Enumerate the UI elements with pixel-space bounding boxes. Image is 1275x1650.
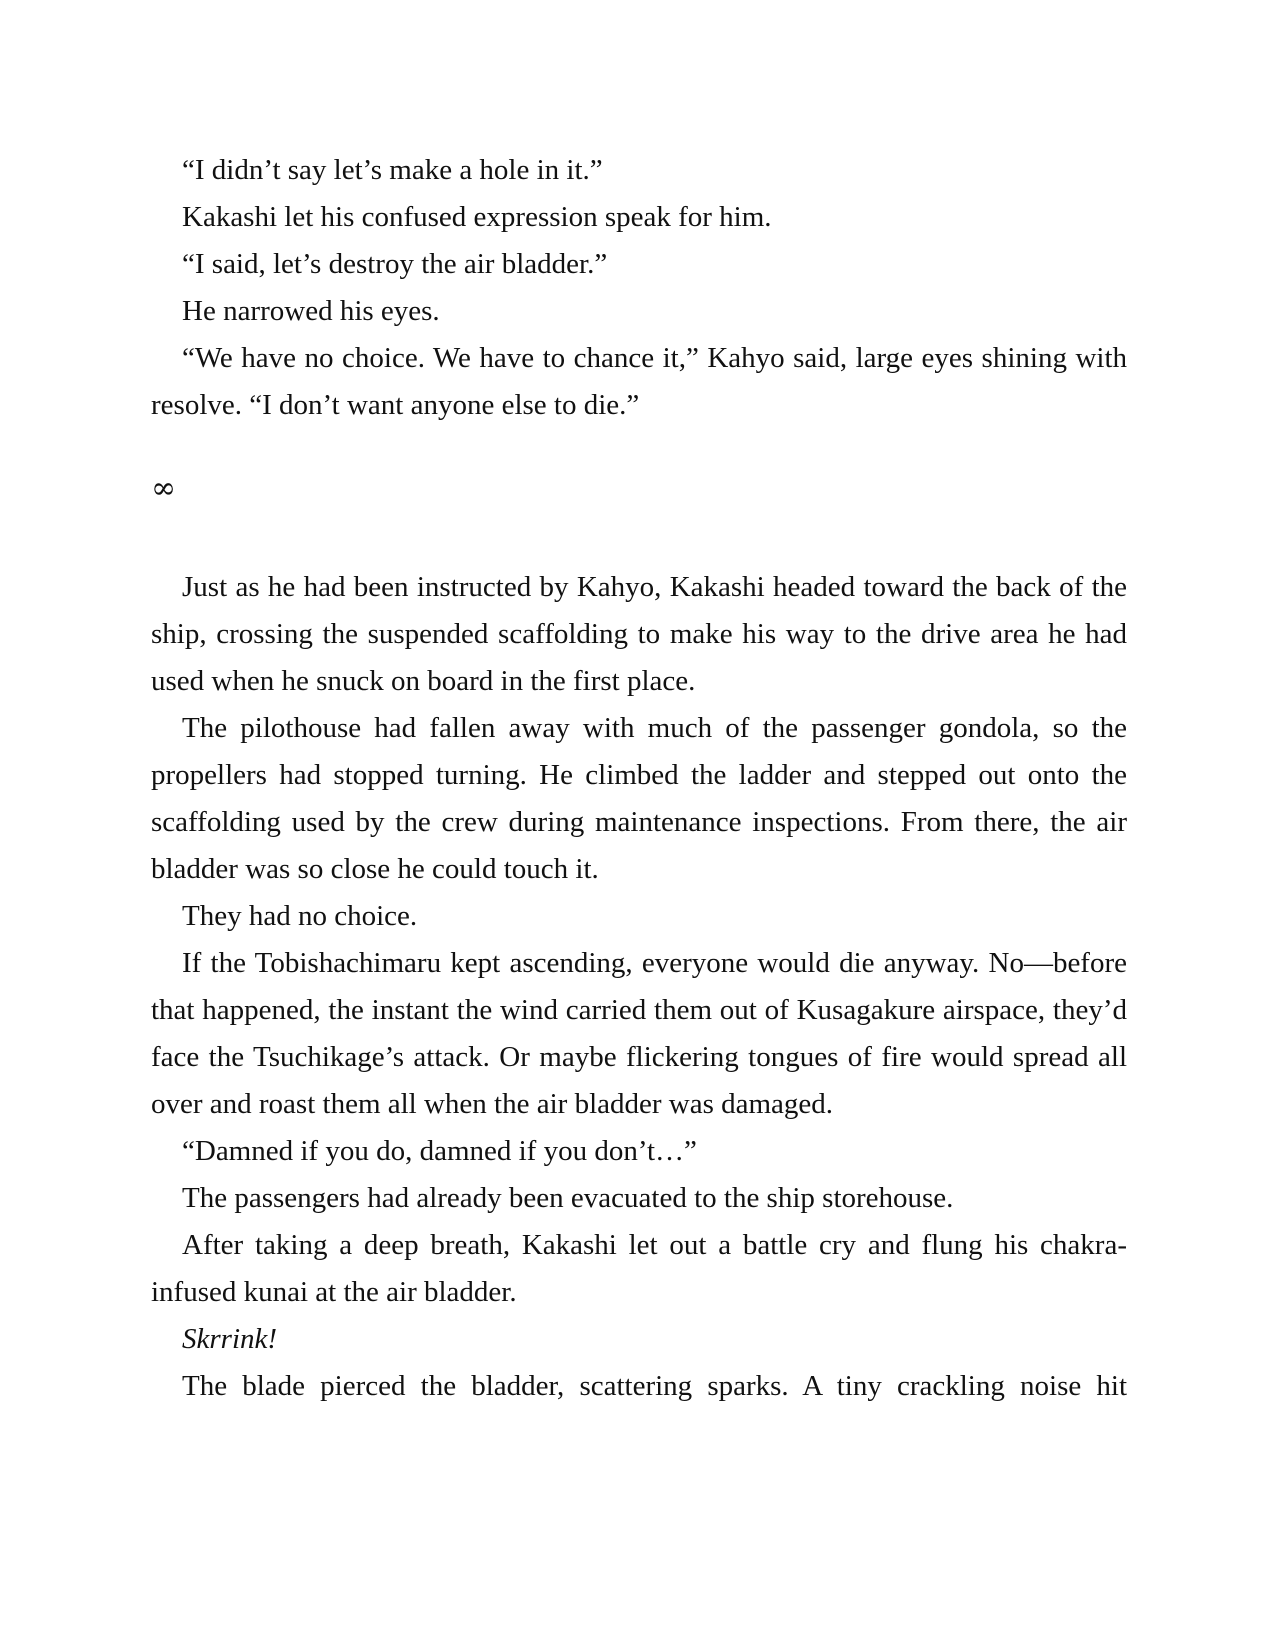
paragraph: The blade pierced the bladder, scattering sparks. A tiny crackling noise hit [182,1370,1127,1402]
paragraph: After taking a deep breath, Kakashi let out a battle cry and flung his chakra-infused kunai at the air bladder. [151,1229,1127,1308]
scene-break-infinity: ∞ [151,471,176,506]
paragraph: “We have no choice. We have to chance it,” Kahyo said, large eyes shining with resolve. “I don’t want anyone else to die.” [151,342,1127,421]
book-page [151,147,1127,1410]
paragraph: The pilothouse had fallen away with much of the passenger gondola, so the propellers had stopped turning. He climbed the ladder and stepped out onto the scaffolding used by the crew during maintenance inspections. From there, the air bladder was so close he could touch it. [151,712,1127,885]
sound-effect: Skrrink! [182,1323,278,1355]
paragraph: He narrowed his eyes. [182,295,440,327]
paragraph: “I said, let’s destroy the air bladder.” [182,248,608,280]
paragraph: Just as he had been instructed by Kahyo, Kakashi headed toward the back of the ship, crossing the suspended scaffolding to make his way to the drive area he had used when he snuck on board in the first place. [151,571,1127,697]
paragraph: “Damned if you do, damned if you don’t…” [182,1135,697,1167]
paragraph: “I didn’t say let’s make a hole in it.” [182,154,603,186]
paragraph: They had no choice. [182,900,418,932]
paragraph: Kakashi let his confused expression speak for him. [182,201,772,233]
paragraph: If the Tobishachimaru kept ascending, everyone would die anyway. No—before that happened, the instant the wind carried them out of Kusagakure airspace, they’d face the Tsuchikage’s attack. Or maybe flickering tongues of fire would spread all over and roast them all when the air bladder was damaged. [151,947,1127,1120]
paragraph: The passengers had already been evacuated to the ship storehouse. [182,1182,954,1214]
